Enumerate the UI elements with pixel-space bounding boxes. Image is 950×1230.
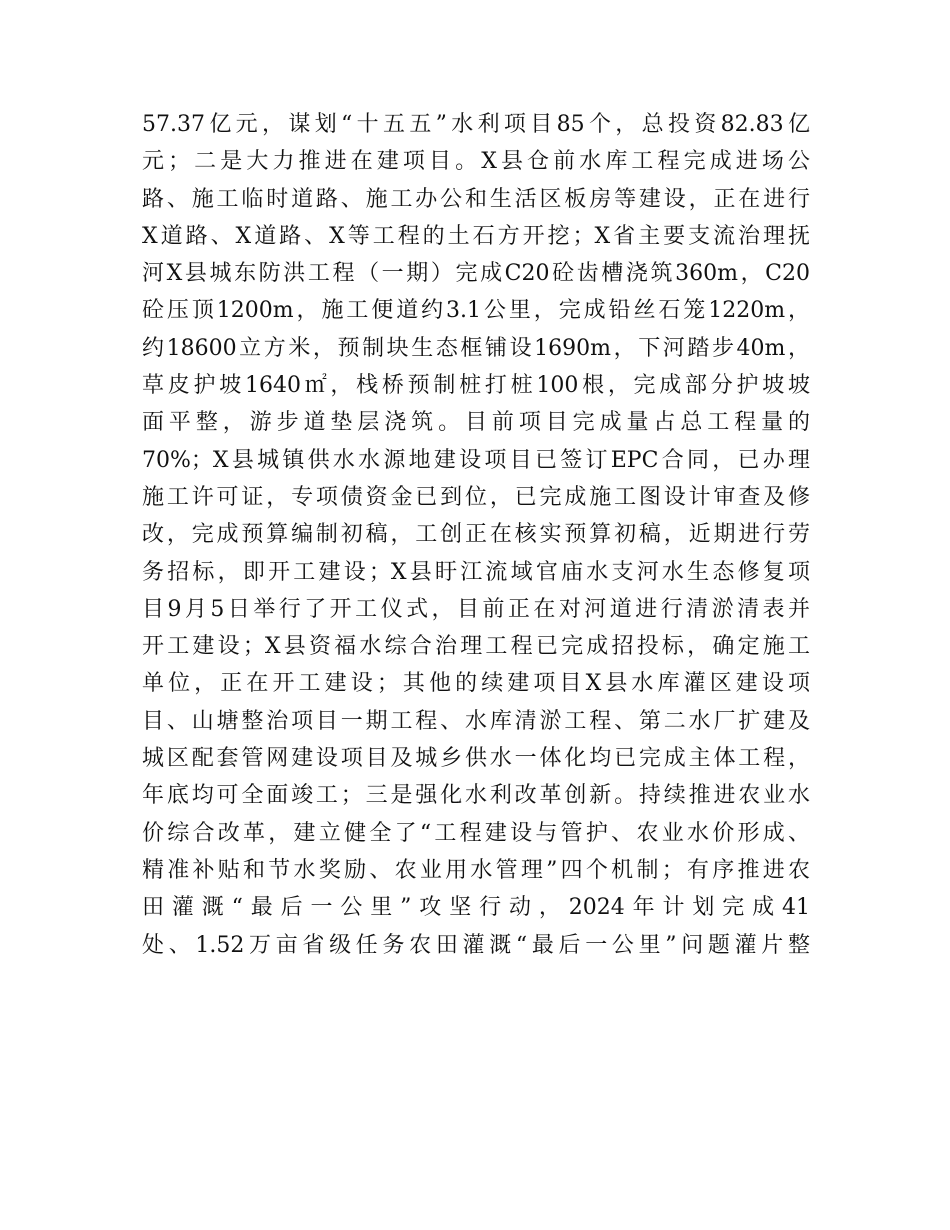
text-line: 施工许可证，专项债资金已到位，已完成施工图设计审查及修 (142, 484, 810, 510)
text-line: 目、山塘整治项目一期工程、水库清淤工程、第二水厂扩建及 (142, 708, 810, 734)
text-line: 处、1.52万亩省级任务农田灌溉“最后一公里”问题灌片整 (142, 932, 810, 958)
text-line: 57.37亿元，谋划“十五五”水利项目85个，总投资82.83亿 (142, 112, 810, 137)
text-line: 田灌溉“最后一公里”攻坚行动，2024年计划完成41 (142, 895, 810, 921)
text-line: 目9月5日举行了开工仪式，目前正在对河道进行清淤清表并 (142, 596, 810, 622)
text-line: 约18600立方米，预制块生态框铺设1690m，下河踏步40m， (142, 335, 810, 361)
text-line: 砼压顶1200m，施工便道约3.1公里，完成铅丝石笼1220m， (142, 298, 810, 324)
body-text (142, 106, 810, 964)
text-line: 草皮护坡1640㎡，栈桥预制桩打桩100根，完成部分护坡坡 (142, 373, 810, 399)
text-line: 70%；X县城镇供水水源地建设项目已签订EPC合同，已办理 (142, 447, 810, 473)
text-line: 路、施工临时道路、施工办公和生活区板房等建设，正在进行 (142, 186, 810, 212)
text-line: 元；二是大力推进在建项目。X县仓前水库工程完成进场公 (142, 149, 810, 175)
text-line: 年底均可全面竣工；三是强化水利改革创新。持续推进农业水 (142, 783, 810, 809)
text-line: 城区配套管网建设项目及城乡供水一体化均已完成主体工程， (142, 746, 810, 772)
text-line: 单位，正在开工建设；其他的续建项目X县水库灌区建设项 (142, 671, 810, 697)
text-line: 开工建设；X县资福水综合治理工程已完成招投标，确定施工 (142, 634, 810, 660)
text-line: 面平整，游步道垫层浇筑。目前项目完成量占总工程量的 (142, 410, 810, 436)
text-line: 河X县城东防洪工程（一期）完成C20砼齿槽浇筑360m，C20 (142, 261, 810, 287)
text-line: 价综合改革，建立健全了“工程建设与管护、农业水价形成、 (142, 820, 810, 846)
text-line: X道路、X道路、X等工程的土石方开挖；X省主要支流治理抚 (142, 223, 810, 249)
text-line: 务招标，即开工建设；X县盱江流域官庙水支河水生态修复项 (142, 559, 810, 585)
text-line: 改，完成预算编制初稿，工创正在核实预算初稿，近期进行劳 (142, 522, 810, 548)
text-line: 精准补贴和节水奖励、农业用水管理”四个机制；有序推进农 (142, 857, 810, 883)
